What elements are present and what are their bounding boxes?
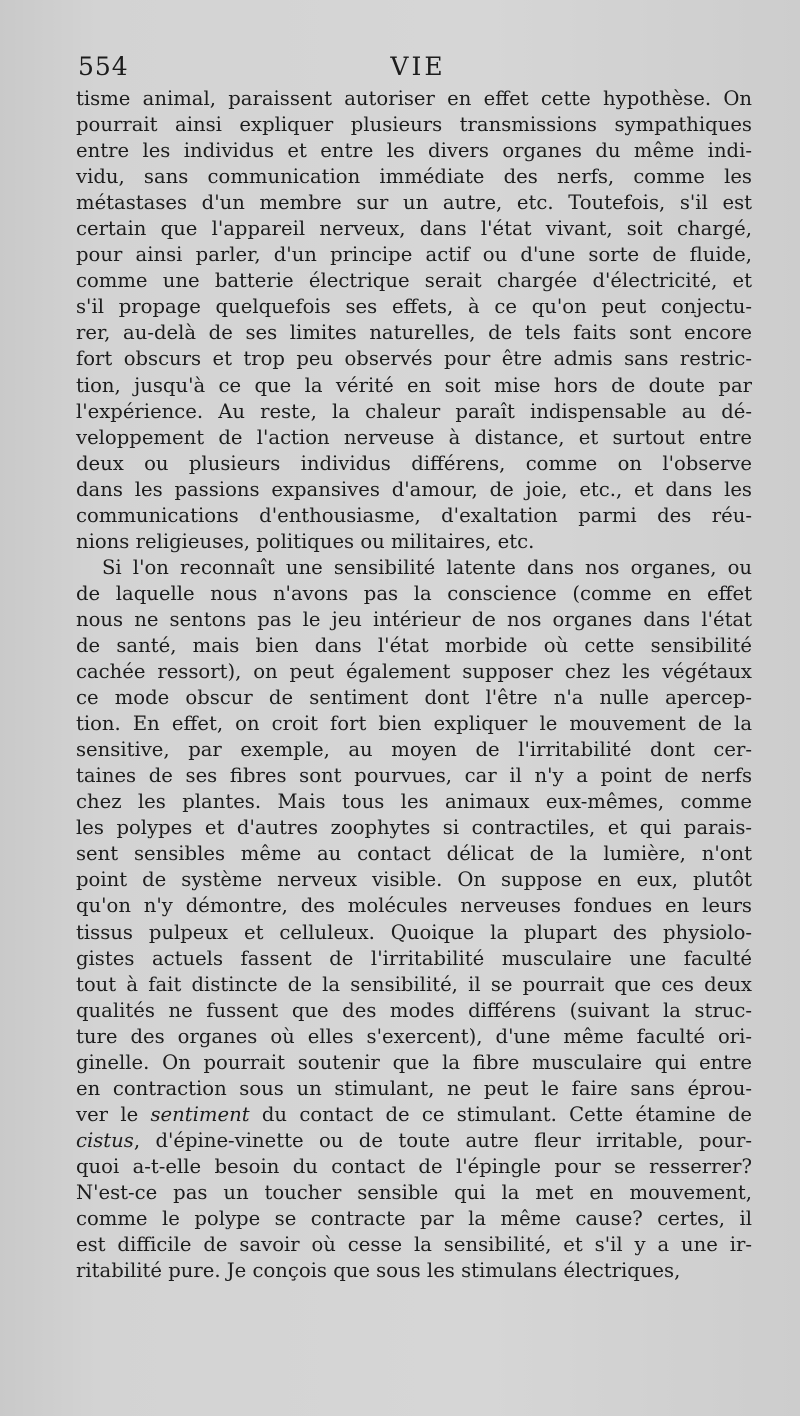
text-line: est difficile de savoir où cesse la sensibilité, et s'il y a une ir- <box>76 1233 752 1257</box>
text-line: communications d'enthousiasme, d'exaltation parmi des réu- <box>76 503 752 527</box>
text-line: tion. En effet, on croit fort bien expliquer le mouvement de la <box>76 712 752 736</box>
text-line: les polypes et d'autres zoophytes si contractiles, et qui parais- <box>76 816 752 840</box>
text-line: ce mode obscur de sentiment dont l'être n'a nulle apercep- <box>76 686 752 710</box>
text-line: de laquelle nous n'avons pas la conscience (comme en effet <box>76 581 752 605</box>
text-line: sent sensibles même au contact délicat de la lumière, n'ont <box>76 842 752 866</box>
text-line: ritabilité pure. Je conçois que sous les stimulans électriques, <box>76 1259 681 1283</box>
text-line: certain que l'appareil nerveux, dans l'état vivant, soit chargé, <box>76 217 752 241</box>
running-title: VIE <box>390 52 446 81</box>
text-line: deux ou plusieurs individus différens, comme on l'observe <box>76 451 752 475</box>
text-line: tion, jusqu'à ce que la vérité en soit mise hors de doute par <box>76 373 752 397</box>
text-line: l'expérience. Au reste, la chaleur paraît indispensable au dé- <box>76 399 752 423</box>
text-line: point de système nerveux visible. On suppose en eux, plutôt <box>76 868 752 892</box>
text-line: vidu, sans communication immédiate des nerfs, comme les <box>76 165 752 189</box>
text-line: qu'on n'y démontre, des molécules nerveuses fondues en leurs <box>76 894 752 918</box>
text-line: dans les passions expansives d'amour, de joie, etc., et dans les <box>76 477 752 501</box>
text-line: comme le polype se contracte par la même cause? certes, il <box>76 1207 752 1231</box>
text-line: chez les plantes. Mais tous les animaux eux-mêmes, comme <box>76 790 752 814</box>
text-line: de santé, mais bien dans l'état morbide où cette sensibilité <box>76 633 752 657</box>
text-line: gistes actuels fassent de l'irritabilité musculaire une faculté <box>76 946 752 970</box>
text-line: fort obscurs et trop peu observés pour être admis sans restric- <box>76 347 752 371</box>
page-header <box>78 52 758 86</box>
text-line: tisme animal, paraissent autoriser en effet cette hypothèse. On <box>76 87 752 110</box>
text-line: tout à fait distincte de la sensibilité, il se pourrait que ces deux <box>76 972 752 996</box>
text-line: rer, au-delà de ses limites naturelles, de tels faits sont encore <box>76 321 752 345</box>
text-line: ver le sentiment du contact de ce stimulant. Cette étamine de <box>76 1102 752 1126</box>
text-line: pour ainsi parler, d'un principe actif ou d'une sorte de fluide, <box>76 243 752 267</box>
text-line: nions religieuses, politiques ou militaires, etc. <box>76 529 535 553</box>
text-line: cistus, d'épine-vinette ou de toute autre fleur irritable, pour- <box>76 1128 752 1152</box>
page-number: 554 <box>78 52 129 81</box>
text-line: comme une batterie électrique serait chargée d'électricité, et <box>76 269 752 293</box>
text-line: N'est-ce pas un toucher sensible qui la met en mouvement, <box>76 1180 752 1204</box>
text-line: s'il propage quelquefois ses effets, à ce qu'on peut conjectu- <box>76 295 752 319</box>
text-line: ginelle. On pourrait soutenir que la fibre musculaire qui entre <box>76 1050 752 1074</box>
text-line: veloppement de l'action nerveuse à distance, et surtout entre <box>76 425 752 449</box>
text-line: métastases d'un membre sur un autre, etc. Toutefois, s'il est <box>76 191 752 215</box>
text-line: quoi a-t-elle besoin du contact de l'épingle pour se resserrer? <box>76 1154 752 1178</box>
text-line: cachée ressort), on peut également supposer chez les végétaux <box>76 660 752 684</box>
text-line: ture des organes où elles s'exercent), d'une même faculté ori- <box>76 1024 752 1048</box>
text-line: sensitive, par exemple, au moyen de l'irritabilité dont cer- <box>76 738 752 762</box>
text-line: nous ne sentons pas le jeu intérieur de nos organes dans l'état <box>76 607 752 631</box>
text-line: en contraction sous un stimulant, ne peut le faire sans éprou- <box>76 1076 752 1100</box>
body-text <box>76 86 752 1284</box>
text-line: Si l'on reconnaît une sensibilité latente dans nos organes, ou <box>102 555 752 579</box>
text-line: tissus pulpeux et celluleux. Quoique la plupart des physiolo- <box>76 920 752 944</box>
text-line: pourrait ainsi expliquer plusieurs transmissions sympathiques <box>76 113 752 137</box>
text-line: entre les individus et entre les divers organes du même indi- <box>76 139 752 163</box>
text-line: taines de ses fibres sont pourvues, car il n'y a point de nerfs <box>76 764 752 788</box>
text-line: qualités ne fussent que des modes différens (suivant la struc- <box>76 998 752 1022</box>
